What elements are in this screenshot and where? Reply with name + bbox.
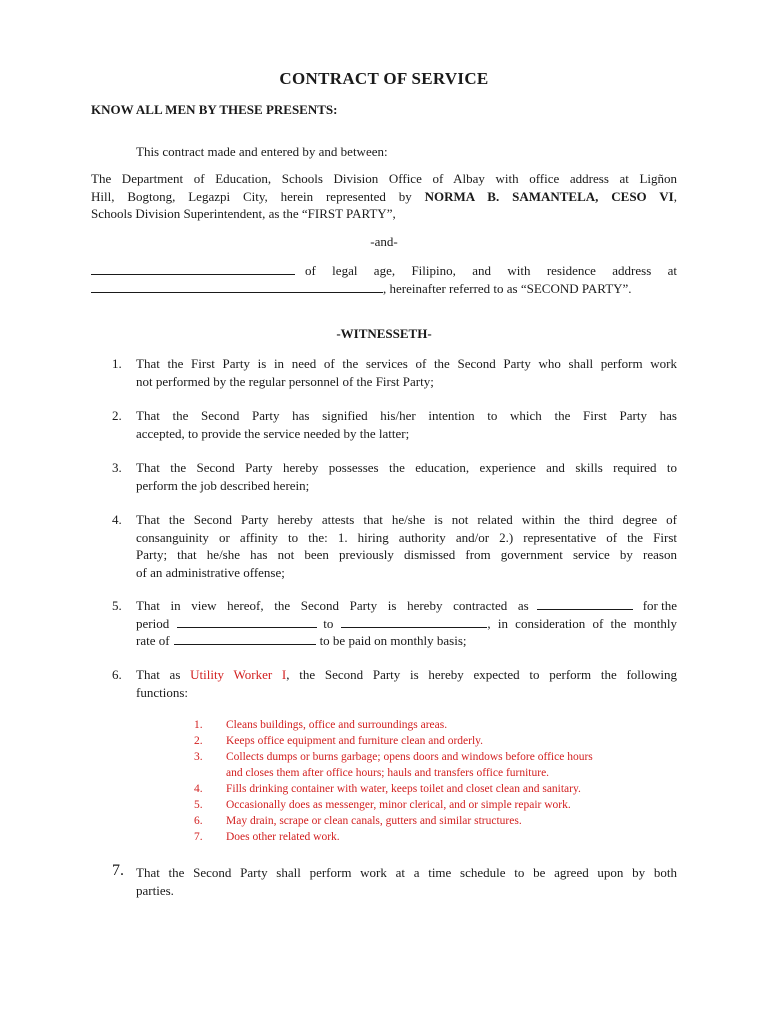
clause-3-body: [136, 459, 677, 494]
clause-5-period-label: period: [136, 615, 170, 631]
clause-line: of an administrative offense;: [136, 564, 285, 580]
clause-6-body: [136, 666, 677, 701]
witnesseth-heading: -WITNESSETH-: [336, 326, 432, 341]
clause-7-body: [136, 864, 677, 899]
clause-1-body: [136, 355, 677, 390]
first-party-line-2: Hill, Bogtong, Legazpi City, herein represented by NORMA B. SAMANTELA, CESO VI,: [91, 188, 677, 204]
monthly-rate-blank[interactable]: [174, 632, 316, 645]
and-separator: -and-: [370, 234, 398, 249]
clause-number: 5.: [112, 598, 122, 613]
function-number: 6.: [194, 815, 203, 827]
intro-line: This contract made and entered by and between:: [136, 144, 388, 159]
function-item: Fills drinking container with water, keeps toilet and closet clean and sanitary.: [226, 783, 581, 795]
function-item: May drain, scrape or clean canals, gutters and similar structures.: [226, 815, 522, 827]
clause-line: That the Second Party hereby attests that he/she is not related within the third degree of: [136, 512, 677, 527]
clause-6-line-2: functions:: [136, 684, 188, 700]
clause-5-rate-label: rate of: [136, 633, 170, 648]
clause-5-line-3-end: to be paid on monthly basis;: [319, 633, 467, 648]
clause-2-body: [136, 407, 677, 442]
position-title: Utility Worker I: [190, 667, 287, 682]
second-party-name-blank[interactable]: [91, 262, 295, 275]
function-number: 3.: [194, 751, 203, 763]
function-item: and closes them after office hours; hauls and transfers office furniture.: [226, 767, 550, 779]
function-number: 4.: [194, 783, 203, 795]
function-number: 2.: [194, 735, 203, 747]
second-party-line-2: , hereinafter referred to as “SECOND PARTY”.: [383, 280, 632, 296]
clause-line: consanguinity or affinity to the: 1. hiring authority and/or 2.) representative of the First: [136, 529, 677, 545]
clause-5-body: [136, 597, 677, 650]
function-item: Occasionally does as messenger, minor clerical, and or simple repair work.: [226, 799, 571, 811]
clause-5-line-2-end: , in consideration of the monthly: [487, 615, 677, 631]
second-party-paragraph: [91, 262, 677, 297]
clause-number: 3.: [112, 460, 122, 475]
function-item: Keeps office equipment and furniture clean and orderly.: [226, 735, 484, 747]
first-party-line-1: The Department of Education, Schools Division Office of Albay with office address at Ligñon: [91, 171, 677, 186]
second-party-line-1: of legal age, Filipino, and with residence address at: [305, 263, 677, 278]
period-end-blank[interactable]: [341, 615, 487, 628]
clause-number: 2.: [112, 408, 122, 423]
clause-5-to-label: to: [323, 615, 334, 631]
know-all-heading: KNOW ALL MEN BY THESE PRESENTS:: [91, 102, 338, 117]
superintendent-name: NORMA B. SAMANTELA, CESO VI: [424, 188, 674, 204]
document-title: CONTRACT OF SERVICE: [279, 69, 489, 88]
clause-line: That the Second Party hereby possesses the education, experience and skills required to: [136, 460, 677, 475]
clause-5-line-1-end: for the: [642, 598, 677, 613]
first-party-paragraph: [91, 170, 677, 223]
clause-5-line-1: That in view hereof, the Second Party is hereby contracted as: [136, 598, 529, 613]
clause-6-line-1: That as Utility Worker I, the Second Party is hereby expected to perform the following: [136, 667, 677, 682]
function-item: Cleans buildings, office and surroundings areas.: [226, 719, 448, 731]
clause-line: Party; that he/she has not been previously dismissed from government service by reason: [136, 547, 677, 562]
function-item: Does other related work.: [226, 831, 340, 843]
clause-line: accepted, to provide the service needed by the latter;: [136, 425, 410, 441]
function-item: Collects dumps or burns garbage; opens doors and windows before office hours: [226, 751, 593, 763]
clause-line: That the First Party is in need of the services of the Second Party who shall perform work: [136, 356, 677, 371]
clause-line: not performed by the regular personnel of the First Party;: [136, 373, 434, 389]
clause-number: 7.: [112, 862, 124, 879]
clause-7-line-1: That the Second Party shall perform work at a time schedule to be agreed upon by both: [136, 865, 677, 880]
first-party-line-3: Schools Division Superintendent, as the “FIRST PARTY”,: [91, 206, 396, 221]
clause-number: 4.: [112, 512, 122, 527]
period-start-blank[interactable]: [177, 615, 317, 628]
function-number: 5.: [194, 799, 203, 811]
clause-line: That the Second Party has signified his/her intention to which the First Party has: [136, 408, 677, 423]
function-number: 7.: [194, 831, 203, 843]
function-number: 1.: [194, 719, 203, 731]
clause-line: perform the job described herein;: [136, 477, 310, 493]
clause-number: 1.: [112, 356, 122, 371]
clause-4-body: [136, 511, 677, 581]
position-blank[interactable]: [537, 597, 633, 610]
clause-number: 6.: [112, 667, 122, 682]
clause-7-line-2: parties.: [136, 882, 174, 898]
residence-address-blank[interactable]: [91, 280, 383, 293]
